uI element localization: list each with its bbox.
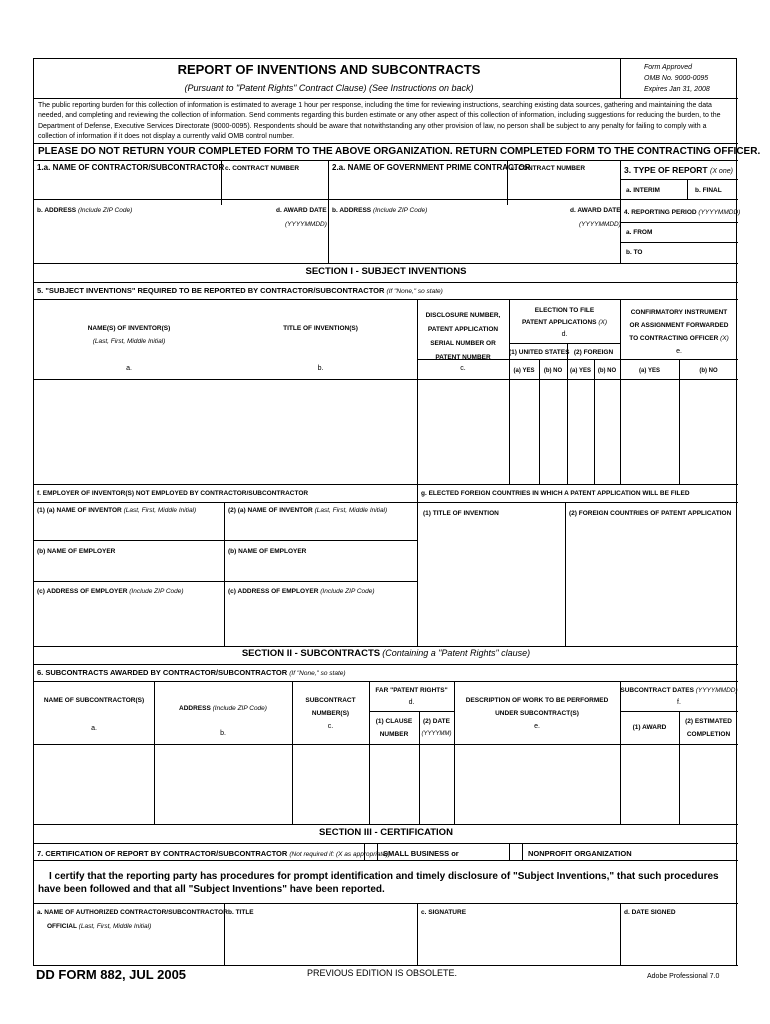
sub-col-c-header-2: NUMBER(S) bbox=[311, 710, 350, 717]
col-c-header-1: DISCLOSURE NUMBER, bbox=[425, 312, 501, 319]
return-notice: PLEASE DO NOT RETURN YOUR COMPLETED FORM TO THE ABOVE ORGANIZATION. RETURN COMPLETED FORM TO THE CONTRACTING OFFICER. bbox=[38, 146, 761, 157]
field-4-label: 4. REPORTING PERIOD (YYYYMMDD) bbox=[624, 209, 741, 216]
section-2-title: SECTION II - SUBCONTRACTS (Containing a "Patent Rights" clause) bbox=[241, 648, 531, 659]
field-1d-format: (YYYYMMDD) bbox=[285, 221, 327, 228]
col-c-header-4: PATENT NUMBER bbox=[435, 354, 491, 361]
col-e-header-1: CONFIRMATORY INSTRUMENT bbox=[630, 309, 728, 316]
clause-date-header-2: (YYYYMM) bbox=[421, 731, 452, 737]
col-c-header-2: PATENT APPLICATION bbox=[427, 326, 499, 333]
section-1-title: SECTION I - SUBJECT INVENTIONS bbox=[305, 266, 467, 277]
col-c-letter: c. bbox=[460, 365, 466, 372]
item-5-label: 5. "SUBJECT INVENTIONS" REQUIRED TO BE REPORTED BY CONTRACTOR/SUBCONTRACTOR (If "None," so state) bbox=[37, 286, 443, 295]
item-7-label: 7. CERTIFICATION OF REPORT BY CONTRACTOR/SUBCONTRACTOR (Not required if: (X as appropriate)) bbox=[37, 849, 391, 858]
field-1a-label: 1.a. NAME OF CONTRACTOR/SUBCONTRACTOR bbox=[37, 163, 225, 172]
f2-employer-label: (b) NAME OF EMPLOYER bbox=[228, 548, 307, 555]
col-e-letter: e. bbox=[676, 348, 682, 355]
official-name-label: a. NAME OF AUTHORIZED CONTRACTOR/SUBCONTRACTOR bbox=[37, 909, 228, 916]
signature-label: c. SIGNATURE bbox=[421, 909, 467, 916]
nonprofit-label: NONPROFIT ORGANIZATION bbox=[528, 849, 632, 858]
col-a-hint: (Last, First, Middle Initial) bbox=[92, 338, 166, 345]
field-2d-format: (YYYYMMDD) bbox=[579, 221, 621, 228]
official-name-label-2: OFFICIAL (Last, First, Middle Initial) bbox=[47, 923, 152, 930]
col-b-header: TITLE OF INVENTION(S) bbox=[283, 325, 358, 332]
completion-header-2: COMPLETION bbox=[686, 731, 731, 738]
interim-option[interactable]: a. INTERIM bbox=[626, 187, 660, 194]
section-3-title: SECTION III - CERTIFICATION bbox=[319, 827, 453, 838]
sub-col-a-header: NAME OF SUBCONTRACTOR(S) bbox=[43, 697, 145, 704]
us-no: (b) NO bbox=[543, 368, 563, 374]
date-signed-label: d. DATE SIGNED bbox=[624, 909, 676, 916]
clause-number-header-1: (1) CLAUSE bbox=[375, 718, 413, 725]
e-no: (b) NO bbox=[699, 368, 718, 374]
foreign-header: (2) FOREIGN bbox=[573, 349, 614, 356]
us-header: (1) UNITED STATES bbox=[509, 349, 570, 356]
f1-address-label: (c) ADDRESS OF EMPLOYER (Include ZIP Code) bbox=[37, 588, 184, 595]
sub-col-b-header: ADDRESS (Include ZIP Code) bbox=[179, 705, 267, 712]
sub-col-c-header-1: SUBCONTRACT bbox=[305, 697, 356, 704]
col-e-header-3: TO CONTRACTING OFFICER (X) bbox=[629, 335, 729, 342]
sub-col-f-letter: f. bbox=[677, 699, 681, 706]
field-2c-label: c. CONTRACT NUMBER bbox=[511, 165, 586, 172]
field-2b-label: b. ADDRESS (Include ZIP Code) bbox=[332, 207, 428, 214]
field-3-label: 3. TYPE OF REPORT (X one) bbox=[624, 165, 733, 175]
sub-col-e-header-1: DESCRIPTION OF WORK TO BE PERFORMED bbox=[465, 697, 609, 704]
sub-col-e-header-2: UNDER SUBCONTRACT(S) bbox=[495, 710, 579, 717]
col-a-header: NAME(S) OF INVENTOR(S) bbox=[87, 325, 171, 332]
clause-date-header-1: (2) DATE bbox=[423, 718, 450, 725]
certification-statement: I certify that the reporting party has procedures for prompt identification and timely disclosure of "Subject Inventions," that such procedures have been followed and that all "Subject Inventions" have been reported. bbox=[38, 871, 719, 895]
col-d-header-2: PATENT APPLICATIONS (X) bbox=[522, 319, 607, 326]
form-title: REPORT OF INVENTIONS AND SUBCONTRACTS bbox=[177, 62, 481, 77]
item-g-label: g. ELECTED FOREIGN COUNTRIES IN WHICH A PATENT APPLICATION WILL BE FILED bbox=[421, 490, 690, 497]
col-b-letter: b. bbox=[317, 365, 324, 372]
to-label: b. TO bbox=[626, 249, 643, 256]
small-business-label: SMALL BUSINESS or bbox=[383, 849, 459, 858]
form-approved: Form Approved bbox=[644, 64, 692, 71]
col-c-header-3: SERIAL NUMBER OR bbox=[430, 340, 496, 347]
clause-number-header-2: NUMBER bbox=[379, 731, 409, 738]
sub-col-d-header: FAR "PATENT RIGHTS" bbox=[375, 687, 448, 694]
sub-col-a-letter: a. bbox=[91, 725, 97, 732]
sub-col-d-letter: d. bbox=[408, 699, 415, 706]
foreign-yes: (a) YES bbox=[570, 368, 591, 374]
g2-countries-label: (2) FOREIGN COUNTRIES OF PATENT APPLICATION bbox=[569, 510, 732, 517]
burden-statement: The public reporting burden for this collection of information is estimated to average 1 hour per response, including the time for reviewing instructions, searching existing data sources, gathering and maintaining the data needed, and completing and reviewing the collection of information. Send comments regarding this burden estimate or any other aspect of this collection of information, including suggestions for reducing the burden, to the Department of Defense, Executive Services Directorate (9000-0095). Respondents should be aware that notwithstanding any other provision of law, no person shall be subject to any penalty for failing to comply with a collection of information if it does not display a currently valid OMB control number. bbox=[38, 102, 721, 141]
us-yes: (a) YES bbox=[513, 368, 535, 374]
foreign-no: (b) NO bbox=[597, 368, 617, 374]
dd-form-882 bbox=[33, 58, 761, 966]
field-1c-label: c. CONTRACT NUMBER bbox=[225, 165, 300, 172]
expiration-date: Expires Jan 31, 2008 bbox=[644, 86, 710, 93]
col-a-letter: a. bbox=[126, 365, 132, 372]
col-d-letter: d. bbox=[561, 331, 568, 338]
form-subtitle: (Pursuant to "Patent Rights" Contract Clause) (See Instructions on back) bbox=[184, 83, 474, 93]
completion-header-1: (2) ESTIMATED bbox=[685, 718, 732, 725]
item-f-label: f. EMPLOYER OF INVENTOR(S) NOT EMPLOYED BY CONTRACTOR/SUBCONTRACTOR bbox=[37, 490, 309, 497]
small-business-checkbox[interactable] bbox=[366, 848, 373, 855]
col-d-header-1: ELECTION TO FILE bbox=[534, 307, 595, 314]
f1-employer-label: (b) NAME OF EMPLOYER bbox=[37, 548, 116, 555]
sub-col-f-header: SUBCONTRACT DATES (YYYYMMDD) bbox=[620, 687, 738, 694]
g1-title-label: (1) TITLE OF INVENTION bbox=[423, 510, 499, 517]
from-label: a. FROM bbox=[626, 229, 653, 236]
award-date-header: (1) AWARD bbox=[632, 724, 667, 731]
obsolete-notice: PREVIOUS EDITION IS OBSOLETE. bbox=[307, 968, 458, 978]
f1-inventor-label: (1) (a) NAME OF INVENTOR (Last, First, Middle Initial) bbox=[37, 507, 197, 514]
nonprofit-checkbox[interactable] bbox=[511, 848, 518, 855]
field-2a-label: 2.a. NAME OF GOVERNMENT PRIME CONTRACTOR bbox=[332, 163, 531, 172]
omb-number: OMB No. 9000-0095 bbox=[644, 75, 709, 82]
e-yes: (a) YES bbox=[639, 368, 660, 374]
f2-address-label: (c) ADDRESS OF EMPLOYER (Include ZIP Code) bbox=[228, 588, 375, 595]
field-1d-label: d. AWARD DATE bbox=[276, 207, 327, 214]
sub-col-b-letter: b. bbox=[220, 730, 226, 737]
title-label: b. TITLE bbox=[228, 909, 254, 916]
form-number: DD FORM 882, JUL 2005 bbox=[36, 967, 187, 982]
field-1b-label: b. ADDRESS (Include ZIP Code) bbox=[37, 207, 133, 214]
sub-col-c-letter: c. bbox=[327, 723, 334, 730]
item-6-label: 6. SUBCONTRACTS AWARDED BY CONTRACTOR/SUBCONTRACTOR (If "None," so state) bbox=[37, 668, 346, 677]
col-e-header-2: OR ASSIGNMENT FORWARDED bbox=[629, 322, 729, 329]
final-option[interactable]: b. FINAL bbox=[695, 187, 722, 194]
f2-inventor-label: (2) (a) NAME OF INVENTOR (Last, First, Middle Initial) bbox=[228, 507, 388, 514]
software-label: Adobe Professional 7.0 bbox=[647, 973, 720, 980]
field-2d-label: d. AWARD DATE bbox=[570, 207, 621, 214]
sub-col-e-letter: e. bbox=[534, 723, 540, 730]
